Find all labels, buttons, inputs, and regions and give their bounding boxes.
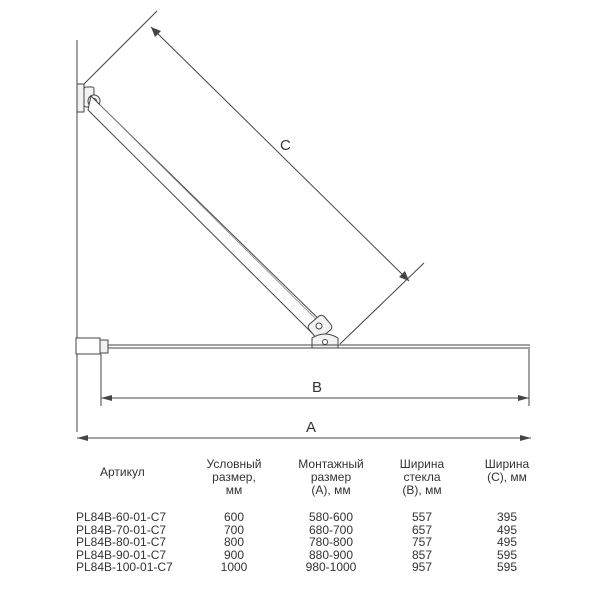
cell-glass-width: 557	[411, 510, 433, 524]
cell-width-c: 495	[496, 535, 518, 549]
cell-mounting-size: 580-600	[308, 510, 354, 524]
cell-article: PL84B-70-01-C7	[76, 522, 167, 537]
cell-nominal-size: 900	[223, 547, 245, 562]
cell-article: PL84B-90-01-C7	[76, 547, 167, 562]
cell-article: PL84B-100-01-C7	[76, 560, 173, 574]
cell-article: PL84B-80-01-C7	[76, 535, 167, 549]
cell-mounting-size: 780-800	[308, 535, 354, 549]
cell-width-c: 495	[496, 522, 518, 537]
table-row	[70, 536, 550, 549]
cell-nominal-size: 600	[223, 510, 245, 524]
dimension-c	[82, 11, 424, 344]
cell-width-c: 395	[496, 510, 518, 524]
glass-panel	[76, 338, 530, 354]
support-rod	[88, 96, 330, 337]
cell-glass-width: 857	[411, 547, 433, 562]
dimension-a-label: A	[306, 419, 317, 436]
cell-width-c: 595	[496, 560, 518, 574]
cell-mounting-size: 980-1000	[305, 560, 357, 574]
cell-nominal-size: 700	[223, 522, 245, 537]
spec-table-header	[70, 458, 550, 511]
dimension-b	[101, 349, 529, 406]
header-nominal-size: Условный размер, мм	[206, 457, 262, 497]
dimension-c-label: C	[280, 137, 291, 154]
dimension-a	[77, 435, 531, 441]
cell-nominal-size: 800	[223, 535, 245, 549]
header-article: Артикул	[100, 465, 145, 479]
table-row	[70, 511, 550, 524]
spec-table	[70, 458, 550, 574]
cell-article: PL84B-60-01-C7	[76, 510, 167, 524]
table-row	[70, 561, 550, 574]
header-width-c: Ширина (С), мм	[484, 457, 530, 484]
header-glass-width: Ширина стекла (В), мм	[399, 457, 445, 497]
cell-glass-width: 657	[411, 522, 433, 537]
cell-mounting-size: 880-900	[308, 547, 354, 562]
cell-mounting-size: 680-700	[308, 522, 354, 537]
cell-nominal-size: 1000	[220, 560, 248, 574]
cell-width-c: 595	[496, 547, 518, 562]
header-mounting-size: Монтажный размер (А), мм	[298, 457, 364, 497]
cell-glass-width: 757	[411, 535, 433, 549]
cell-glass-width: 957	[411, 560, 433, 574]
dimension-b-label: B	[312, 379, 323, 396]
